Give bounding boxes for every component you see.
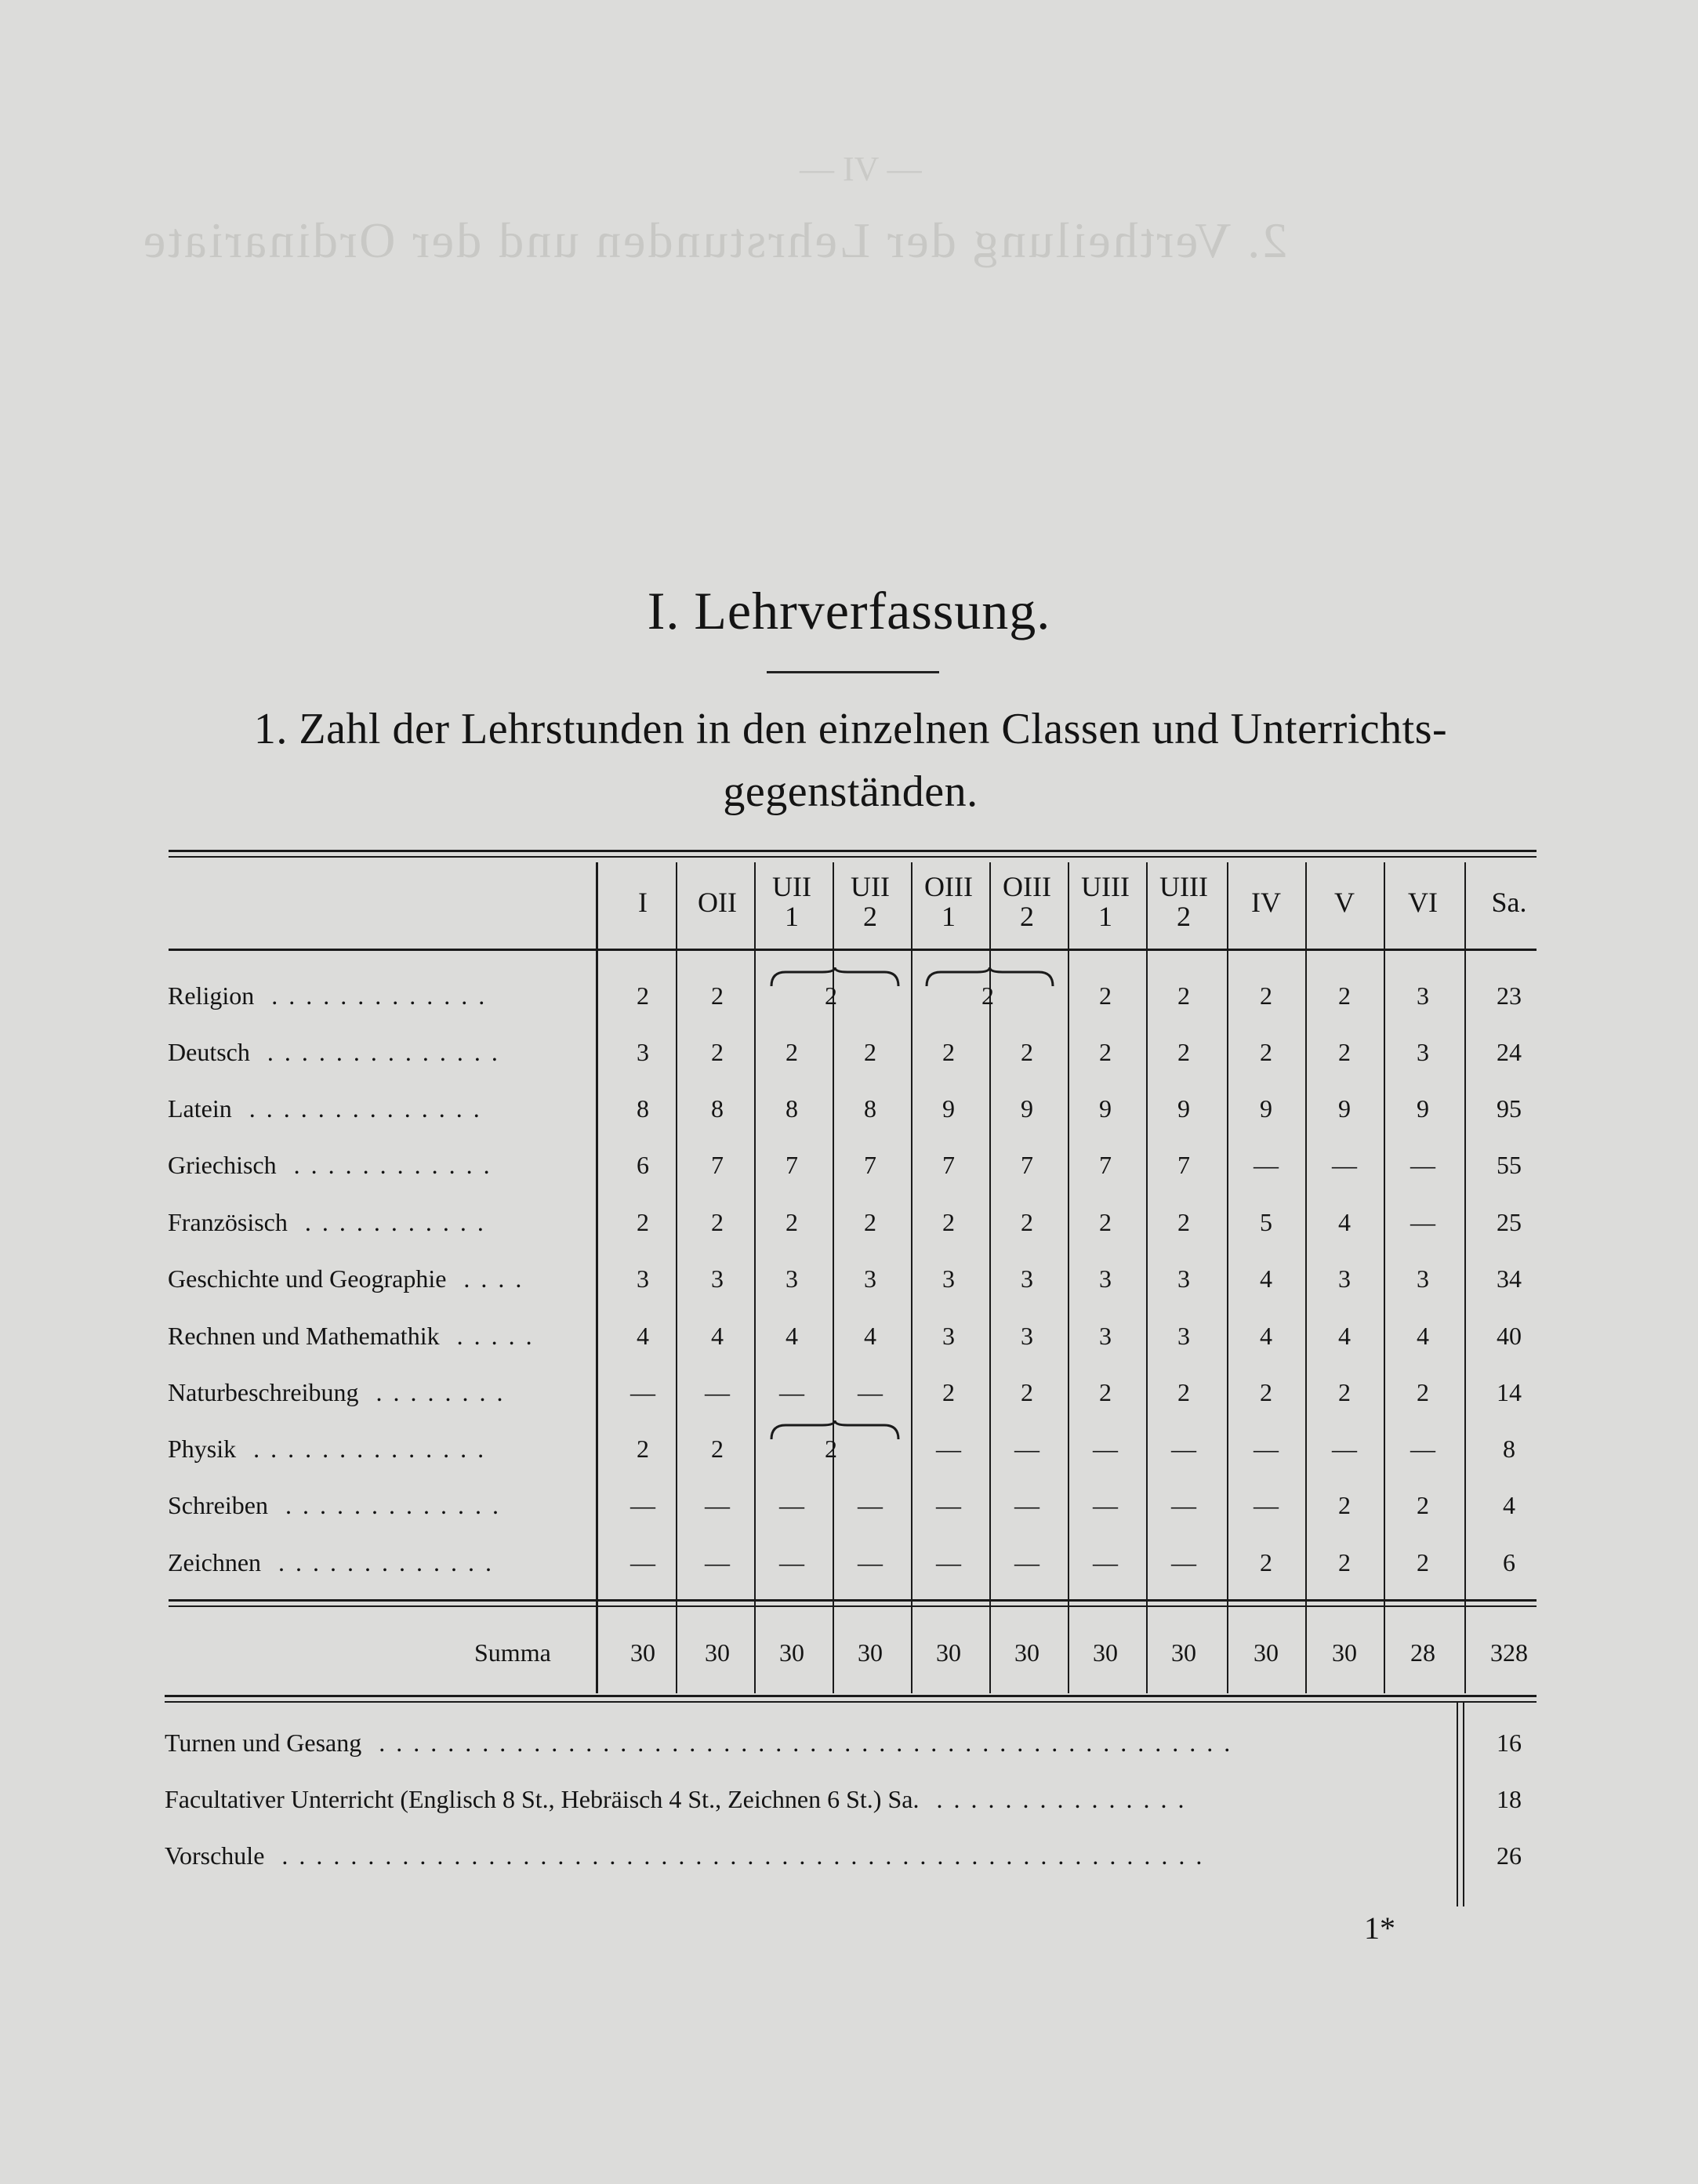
table-cell: 8 (711, 1094, 724, 1123)
column-header (1231, 887, 1301, 917)
table-cell: 9 (1260, 1094, 1272, 1123)
table-cell: 7 (711, 1151, 724, 1179)
table-cell: 4 (637, 1322, 649, 1350)
column-header-sub: 1 (785, 901, 799, 932)
table-cell: — (779, 1491, 804, 1519)
table-cell: 9 (942, 1094, 955, 1123)
table-cell: 7 (1099, 1151, 1112, 1179)
table-cell: 2 (1177, 1378, 1190, 1406)
table-cell: 3 (1417, 1264, 1429, 1293)
table-cell: 3 (1099, 1322, 1112, 1350)
brace-religion-uii (770, 966, 900, 989)
summa-cell: 30 (858, 1638, 883, 1667)
row-label-text: Schreiben (168, 1491, 268, 1519)
table-cell: 23 (1497, 981, 1522, 1010)
summa-cell: 30 (1254, 1638, 1279, 1667)
table-cell: — (1332, 1151, 1357, 1179)
column-header-label: UII (772, 871, 811, 902)
row-label (168, 1491, 510, 1520)
table-cell: 3 (942, 1264, 955, 1293)
table-cell: 7 (864, 1151, 876, 1179)
table-top-rule (169, 850, 1537, 852)
page-top-number: — IV — (800, 150, 922, 188)
summa-cell: 30 (1014, 1638, 1039, 1667)
footer-value: 16 (1497, 1729, 1522, 1757)
table-cell: — (1332, 1435, 1357, 1463)
table-cell: 2 (711, 981, 724, 1010)
table-cell: 6 (637, 1151, 649, 1179)
table-cell: 3 (864, 1264, 876, 1293)
table-cell: — (705, 1491, 730, 1519)
section-heading (204, 698, 1497, 823)
table-cell: 7 (942, 1151, 955, 1179)
table-cell: — (1014, 1435, 1039, 1463)
table-cell: 2 (1260, 1548, 1272, 1576)
table-cell: — (1410, 1435, 1435, 1463)
table-cell: 4 (786, 1322, 798, 1350)
title-divider (767, 671, 939, 673)
summa-label: Summa (474, 1638, 551, 1667)
row-label-text: Zeichnen (168, 1548, 262, 1576)
table-cell: — (1410, 1208, 1435, 1236)
header-bottom-rule (169, 949, 1537, 951)
table-cell: 2 (1260, 1038, 1272, 1066)
table-cell: — (1254, 1151, 1279, 1179)
row-label-text: Latein (168, 1094, 232, 1123)
table-cell: — (630, 1378, 655, 1406)
row-label (168, 1322, 543, 1351)
table-cell: 2 (864, 1208, 876, 1236)
page-title: I. Lehrverfassung. (647, 581, 1051, 640)
table-cell: 2 (1417, 1378, 1429, 1406)
table-cell: — (1254, 1491, 1279, 1519)
table-cell: — (1014, 1491, 1039, 1519)
table-cell: 3 (1417, 1038, 1429, 1066)
summa-bottom-rule-2 (165, 1701, 1537, 1703)
row-label-text: Naturbeschreibung (168, 1378, 359, 1406)
summa-cell: 30 (936, 1638, 961, 1667)
table-cell: 3 (1417, 981, 1429, 1010)
leader-dots: .............. (231, 1094, 491, 1123)
row-label-text: Geschichte und Geographie (168, 1264, 447, 1293)
table-cell: 7 (1021, 1151, 1033, 1179)
column-header (913, 872, 984, 931)
row-label (168, 981, 495, 1010)
brace-physik-uii (770, 1419, 900, 1442)
table-cell: — (936, 1548, 961, 1576)
table-cell: 4 (1338, 1208, 1351, 1236)
table-cell: 2 (1177, 1038, 1190, 1066)
leader-dots: .............. (236, 1435, 495, 1463)
bleed-through-text: 2. Vertheilung der Lehrstunden und der Ordinariate (141, 212, 1288, 268)
table-cell: 2 (1099, 1378, 1112, 1406)
footer-label-text: Vorschule (165, 1841, 265, 1870)
leader-dots: .............. (249, 1038, 509, 1066)
summa-cell: 30 (705, 1638, 730, 1667)
table-cell: 2 (1099, 981, 1112, 1010)
table-cell: 25 (1497, 1208, 1522, 1236)
table-cell: — (630, 1491, 655, 1519)
column-header-label: Sa. (1491, 887, 1527, 918)
summa-cell: 30 (1332, 1638, 1357, 1667)
table-cell: 2 (981, 981, 994, 1010)
table-cell: 3 (711, 1264, 724, 1293)
leader-dots: ............. (261, 1548, 503, 1576)
table-cell: 4 (1338, 1322, 1351, 1350)
table-cell: 2 (711, 1435, 724, 1463)
row-label (168, 1435, 495, 1464)
column-separator (1227, 862, 1228, 1693)
table-cell: — (705, 1548, 730, 1576)
column-header-label: IV (1251, 887, 1281, 918)
column-header (1474, 887, 1544, 917)
column-separator (754, 862, 756, 1693)
table-cell: 3 (637, 1264, 649, 1293)
footer-value: 18 (1497, 1785, 1522, 1813)
table-cell: 2 (786, 1208, 798, 1236)
table-cell: 2 (1099, 1038, 1112, 1066)
leader-dots: ............. (254, 981, 496, 1010)
table-cell: 95 (1497, 1094, 1522, 1123)
table-cell: — (779, 1548, 804, 1576)
table-cell: 2 (711, 1038, 724, 1066)
table-cell: 2 (825, 981, 837, 1010)
table-cell: 2 (786, 1038, 798, 1066)
footer-row-label (165, 1785, 1195, 1814)
column-separator (596, 862, 598, 1693)
table-cell: 2 (1338, 1491, 1351, 1519)
footer-separator (1457, 1703, 1458, 1906)
page-number: 1* (1364, 1910, 1395, 1946)
summa-cell: 30 (630, 1638, 655, 1667)
footer-row-label (165, 1841, 1213, 1870)
leader-dots: ..... (439, 1322, 543, 1350)
table-cell: — (1410, 1151, 1435, 1179)
column-header-label: UIII (1159, 871, 1208, 902)
table-cell: 7 (786, 1151, 798, 1179)
table-cell: 2 (1177, 1208, 1190, 1236)
table-cell: 9 (1177, 1094, 1190, 1123)
footer-value: 26 (1497, 1841, 1522, 1870)
table-cell: 2 (1177, 981, 1190, 1010)
column-header-label: I (638, 887, 648, 918)
table-cell: 2 (1021, 1378, 1033, 1406)
table-cell: 2 (1099, 1208, 1112, 1236)
leader-dots: ........... (287, 1208, 495, 1236)
leader-dots: .................................................. (361, 1729, 1242, 1757)
leader-dots: ............... (919, 1785, 1195, 1813)
table-cell: — (1093, 1435, 1118, 1463)
table-cell: 2 (1260, 981, 1272, 1010)
column-header-sub: 1 (1098, 901, 1112, 932)
table-cell: — (1093, 1491, 1118, 1519)
body-bottom-rule (169, 1599, 1537, 1602)
leader-dots: ............ (276, 1151, 501, 1179)
column-header (756, 872, 827, 931)
summa-cell: 30 (1093, 1638, 1118, 1667)
body-bottom-rule-2 (169, 1605, 1537, 1607)
leader-dots: .... (446, 1264, 533, 1293)
table-cell: 55 (1497, 1151, 1522, 1179)
table-cell: 3 (1021, 1264, 1033, 1293)
table-cell: — (858, 1548, 883, 1576)
table-cell: 2 (637, 981, 649, 1010)
table-cell: 24 (1497, 1038, 1522, 1066)
column-separator (1464, 862, 1466, 1693)
column-header-sub: 2 (1020, 901, 1034, 932)
footer-row-label (165, 1729, 1241, 1758)
column-separator (911, 862, 912, 1693)
table-top-rule-2 (169, 856, 1537, 858)
table-cell: 3 (1099, 1264, 1112, 1293)
column-header (1309, 887, 1380, 917)
table-cell: 4 (864, 1322, 876, 1350)
table-cell: — (936, 1491, 961, 1519)
table-cell: 9 (1021, 1094, 1033, 1123)
column-header (608, 887, 678, 917)
column-header (682, 887, 753, 917)
row-label-text: Französisch (168, 1208, 288, 1236)
row-label-text: Deutsch (168, 1038, 250, 1066)
table-cell: — (1171, 1435, 1196, 1463)
row-label-text: Religion (168, 981, 255, 1010)
column-separator (1068, 862, 1069, 1693)
footer-label-text: Facultativer Unterricht (Englisch 8 St., Hebräisch 4 St., Zeichnen 6 St.) Sa. (165, 1785, 920, 1813)
table-cell: 2 (1338, 981, 1351, 1010)
column-header-sub: 2 (863, 901, 877, 932)
table-cell: 6 (1503, 1548, 1515, 1576)
footer-label-text: Turnen und Gesang (165, 1729, 362, 1757)
table-cell: 2 (825, 1435, 837, 1463)
table-cell: 3 (1338, 1264, 1351, 1293)
column-header-sub: 1 (942, 901, 956, 932)
row-label (168, 1208, 495, 1237)
summa-cell: 328 (1490, 1638, 1528, 1667)
table-cell: 2 (942, 1038, 955, 1066)
table-cell: 2 (1021, 1208, 1033, 1236)
table-cell: 9 (1338, 1094, 1351, 1123)
summa-bottom-rule (165, 1695, 1537, 1697)
table-cell: — (858, 1491, 883, 1519)
leader-dots: ........ (358, 1378, 514, 1406)
column-header (1070, 872, 1141, 931)
column-header-label: V (1334, 887, 1355, 918)
column-header-label: OII (698, 887, 737, 918)
summa-cell: 30 (1171, 1638, 1196, 1667)
table-cell: 2 (1338, 1548, 1351, 1576)
table-cell: 9 (1417, 1094, 1429, 1123)
section-heading-line-2: gegenständen. (723, 767, 978, 816)
table-cell: 2 (711, 1208, 724, 1236)
row-label-text: Griechisch (168, 1151, 277, 1179)
column-header-sub: 2 (1177, 901, 1191, 932)
row-label-text: Physik (168, 1435, 237, 1463)
table-cell: — (1093, 1548, 1118, 1576)
row-label (168, 1094, 491, 1123)
leader-dots: ...................................................... (264, 1841, 1214, 1870)
table-cell: — (858, 1378, 883, 1406)
column-separator (1384, 862, 1385, 1693)
table-cell: 2 (1338, 1378, 1351, 1406)
table-cell: 40 (1497, 1322, 1522, 1350)
table-cell: 4 (1260, 1264, 1272, 1293)
table-cell: 5 (1260, 1208, 1272, 1236)
column-header (1388, 887, 1458, 917)
row-label (168, 1151, 501, 1180)
table-cell: — (1171, 1491, 1196, 1519)
column-header (1148, 872, 1219, 931)
table-cell: 8 (637, 1094, 649, 1123)
summa-cell: 28 (1410, 1638, 1435, 1667)
row-label (168, 1264, 532, 1293)
table-cell: — (1014, 1548, 1039, 1576)
table-cell: — (936, 1435, 961, 1463)
table-cell: 2 (637, 1435, 649, 1463)
table-cell: 2 (1417, 1491, 1429, 1519)
summa-cell: 30 (779, 1638, 804, 1667)
table-cell: 4 (1417, 1322, 1429, 1350)
column-header-label: VI (1408, 887, 1438, 918)
table-cell: 8 (1503, 1435, 1515, 1463)
table-cell: 2 (1021, 1038, 1033, 1066)
table-cell: 7 (1177, 1151, 1190, 1179)
column-separator (1146, 862, 1148, 1693)
section-heading-line-1: 1. Zahl der Lehrstunden in den einzelnen Classen und Unterrichts- (253, 705, 1448, 753)
table-cell: 34 (1497, 1264, 1522, 1293)
table-cell: — (1254, 1435, 1279, 1463)
column-header-label: OIII (924, 871, 973, 902)
row-label (168, 1038, 509, 1067)
row-label (168, 1378, 513, 1407)
column-header-label: UIII (1081, 871, 1130, 902)
table-cell: 3 (786, 1264, 798, 1293)
column-header (992, 872, 1062, 931)
table-cell: — (705, 1378, 730, 1406)
table-cell: 2 (942, 1208, 955, 1236)
table-cell: 4 (1503, 1491, 1515, 1519)
table-cell: 8 (864, 1094, 876, 1123)
table-cell: 4 (711, 1322, 724, 1350)
row-label-text: Rechnen und Mathemathik (168, 1322, 440, 1350)
brace-religion-oiii (925, 966, 1054, 989)
column-header-label: UII (851, 871, 890, 902)
table-cell: 2 (637, 1208, 649, 1236)
table-cell: — (779, 1378, 804, 1406)
table-cell: — (1171, 1548, 1196, 1576)
column-header-label: OIII (1003, 871, 1051, 902)
footer-separator-2 (1463, 1703, 1464, 1906)
column-header (835, 872, 905, 931)
table-cell: 2 (1417, 1548, 1429, 1576)
table-cell: 3 (1177, 1264, 1190, 1293)
table-cell: 3 (1021, 1322, 1033, 1350)
table-cell: 3 (637, 1038, 649, 1066)
table-cell: — (630, 1548, 655, 1576)
table-cell: 3 (942, 1322, 955, 1350)
table-cell: 2 (1260, 1378, 1272, 1406)
row-label (168, 1548, 503, 1577)
leader-dots: ............. (267, 1491, 510, 1519)
table-cell: 14 (1497, 1378, 1522, 1406)
table-cell: 2 (864, 1038, 876, 1066)
table-cell: 2 (1338, 1038, 1351, 1066)
column-separator (1305, 862, 1307, 1693)
table-cell: 8 (786, 1094, 798, 1123)
table-cell: 2 (942, 1378, 955, 1406)
table-cell: 3 (1177, 1322, 1190, 1350)
table-cell: 9 (1099, 1094, 1112, 1123)
table-cell: 4 (1260, 1322, 1272, 1350)
